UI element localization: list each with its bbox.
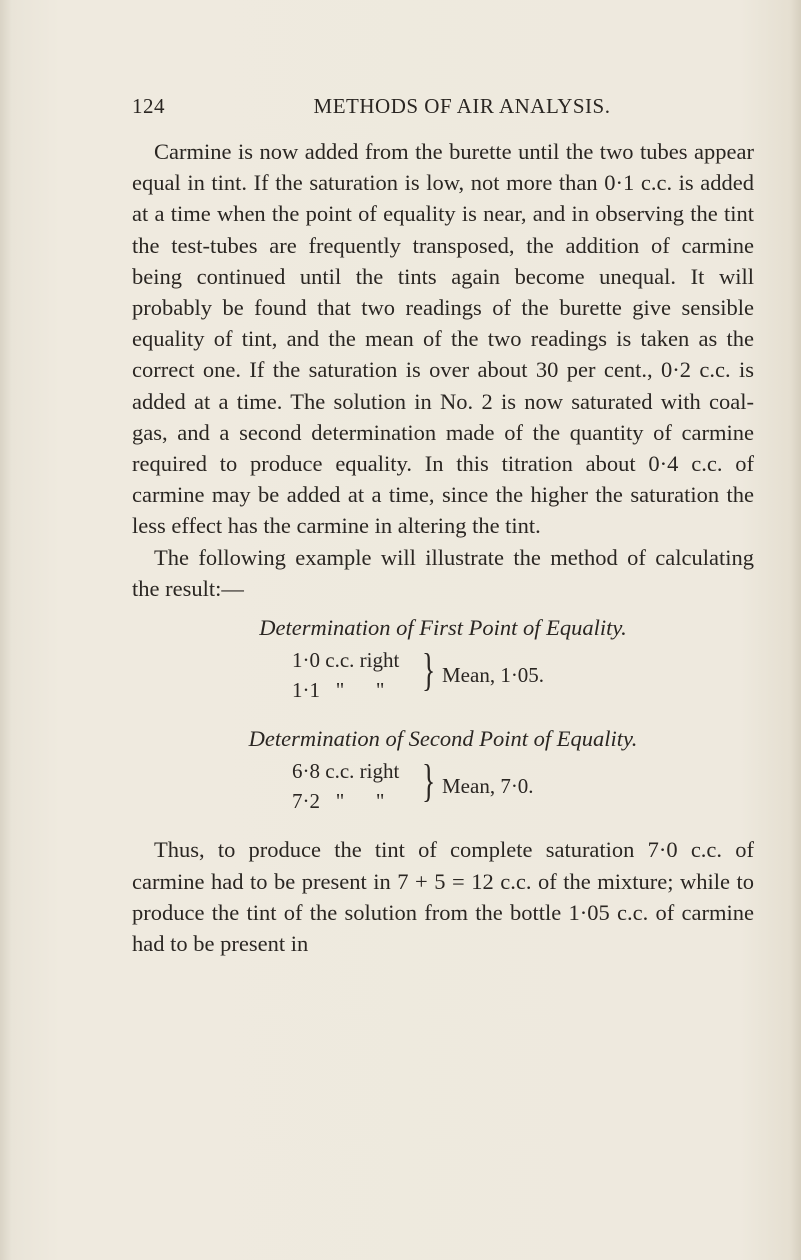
readings-block-1	[132, 645, 754, 713]
determination-heading-1: Determination of First Point of Equality.	[259, 615, 627, 641]
reading-row-1: 6·8 c.c. right	[292, 759, 400, 784]
determination-heading-2: Determination of Second Point of Equality.	[248, 726, 638, 752]
page-number: 124	[132, 94, 165, 118]
mean-value: Mean, 1·05.	[442, 663, 545, 688]
reading-row-1: 1·0 c.c. right	[292, 648, 400, 673]
paragraph-1: Carmine is now added from the burette until the two tubes appear equal in tint. If the saturation is low, not more than 0·1 c.c. is added at a time when the point of equality is near, and in observing the tint the test-tubes are frequently transposed, the addition of carmine being continued until the tints again become unequal. It will probably be found that two readings of the burette give sensible equality of tint, and the mean of the two readings is taken as the correct one. If the saturation is over about 30 per cent., 0·2 c.c. is added at a time. The solution in No. 2 is now saturated with coal-gas, and a second determination made of the quantity of carmine required to produce equality. In this titration about 0·4 c.c. of carmine may be added at a time, since the higher the saturation the less effect has the carmine in altering the tint.	[132, 139, 754, 539]
body-text	[132, 136, 754, 959]
mean-value: Mean, 7·0.	[442, 774, 534, 799]
brace-symbol: }	[422, 644, 436, 696]
paragraph-3: Thus, to produce the tint of complete saturation 7·0 c.c. of carmine had to be present in 7 + 5 = 12 c.c. of the mixture; while to produce the tint of the solution from the bottle 1·05 c.c. of carmine had to be present in	[132, 837, 754, 957]
paragraph-2: The following example will illustrate the method of calculating the result:—	[132, 544, 754, 601]
reading-row-2: 7·2 " "	[292, 789, 385, 814]
running-head: METHODS OF AIR ANALYSIS.	[313, 94, 611, 118]
brace-symbol: }	[422, 755, 436, 807]
reading-row-2: 1·1 " "	[292, 678, 385, 703]
readings-block-2	[132, 756, 754, 824]
page-header	[132, 94, 752, 124]
